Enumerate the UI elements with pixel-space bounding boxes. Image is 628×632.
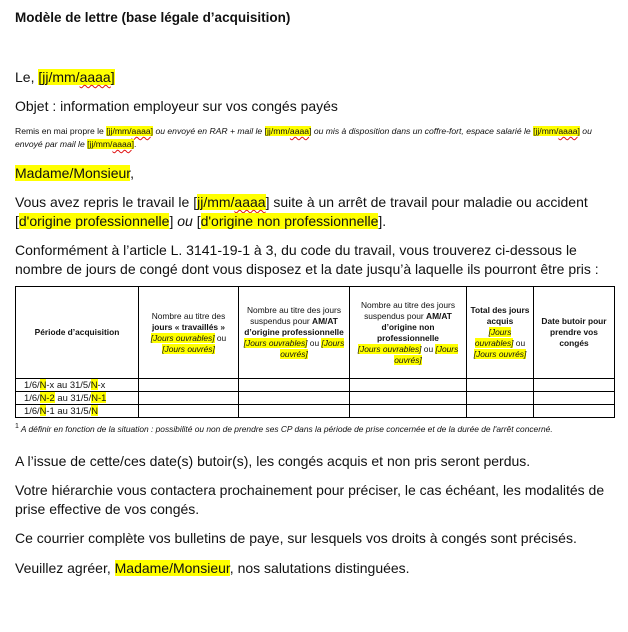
empty-cell (350, 379, 467, 392)
delivery-text: ou mis à disposition dans un coffre-fort, espace salarié le (311, 126, 534, 136)
date-year: aaaa (558, 126, 578, 136)
period-cell (16, 405, 139, 418)
header-bold: Total des jours acquis (470, 305, 530, 326)
subject-line: Objet : information employeur sur vos congés payés (15, 98, 338, 114)
bracket-close: ] (577, 126, 580, 136)
header-text: Date butoir pour prendre vos congés (541, 316, 607, 348)
year-marker: N (91, 405, 99, 416)
header-unit-2: [Jours ouvrés] (162, 343, 215, 354)
delivery-text: ou envoyé par mail le (15, 126, 592, 149)
year-marker: N-2 (39, 392, 55, 403)
empty-cell (139, 405, 239, 418)
paragraph-legal-basis: Conformément à l’article L. 3141-19-1 à 3, du code du travail, vous trouverez ci-dessous le nombre de jours de congé dont vous disposez et la date jusqu’à laquelle ils pourront être pris : (15, 242, 599, 277)
bracket-open: [ (38, 69, 43, 85)
empty-cell (139, 379, 239, 392)
header-bold: AM/AT d’origine professionnelle (244, 316, 344, 337)
option-non-professional: d'origine non professionnelle (200, 213, 379, 229)
header-unit-2: [Jours ouvrés] (473, 349, 527, 359)
closing-salutation: Madame/Monsieur (114, 559, 230, 576)
header-non-professional-days (350, 287, 467, 379)
empty-cell (467, 392, 534, 405)
delivery-text: Remis en mai propre le (15, 126, 107, 136)
date-part: [jj/mm/ (87, 139, 113, 149)
date-year: aaaa (131, 126, 151, 136)
date-part: [jj/mm/ (106, 126, 132, 136)
header-or: ou (214, 332, 227, 343)
table-row (16, 379, 615, 392)
header-unit-1: [Jours ouvrables] (150, 332, 215, 343)
bracket-close: ] (309, 126, 312, 136)
empty-cell (534, 392, 615, 405)
header-or: ou (421, 343, 436, 354)
header-or: ou (513, 338, 526, 348)
header-bold: AM/AT d’origine non professionnelle (377, 310, 452, 343)
date-placeholder (38, 69, 114, 85)
option-professional: d'origine professionnelle (18, 213, 170, 229)
date-part: [jj/mm/ (533, 126, 559, 136)
closing-text: , nos salutations distinguées. (229, 559, 410, 576)
paragraph-payslip: Ce courrier complète vos bulletins de paye, sur lesquels vos droits à congés sont précisés. (15, 529, 577, 546)
header-professional-days (239, 287, 350, 379)
return-date-placeholder (197, 194, 265, 210)
date-year: aaaa (79, 69, 111, 85)
empty-cell (534, 405, 615, 418)
delivery-date-4 (87, 139, 137, 149)
header-text: Période d’acquisition (34, 327, 120, 337)
para-text: ]. (378, 213, 387, 229)
footnote-mark: 1 (15, 423, 19, 430)
period-cell (16, 392, 139, 405)
table-row (16, 405, 615, 418)
header-unit-2: [Jours ouvrés] (280, 338, 345, 359)
delivery-text: . (133, 139, 137, 149)
salutation-comma: , (130, 165, 135, 181)
table-row (16, 392, 615, 405)
date-part: jj/mm/ (197, 194, 235, 210)
period-cell (16, 379, 139, 392)
date-year: aaaa (112, 139, 132, 149)
bracket-close: ] (110, 69, 115, 85)
header-unit-1: [Jours ouvrables] (357, 343, 422, 354)
footnote (15, 420, 614, 436)
year-marker: N-1 (91, 392, 107, 403)
year-marker: N (39, 405, 47, 416)
delivery-date-2 (265, 126, 312, 136)
delivery-note (15, 125, 614, 151)
para-text: ] (169, 213, 178, 229)
empty-cell (239, 392, 350, 405)
empty-cell (534, 379, 615, 392)
date-part: [jj/mm/ (264, 126, 290, 136)
empty-cell (467, 379, 534, 392)
empty-cell (239, 379, 350, 392)
bracket-close: ] (131, 139, 134, 149)
delivery-date-1 (106, 126, 153, 136)
date-year: aaaa (234, 194, 266, 210)
cell-text: -x au 31/5/ (46, 379, 91, 390)
footnote-text: A définir en fonction de la situation : possibilité ou non de prendre ses CP dans la période de prise concernée et de la durée de l'arrêt concerné. (18, 423, 553, 434)
document-title: Modèle de lettre (base légale d’acquisition) (15, 10, 291, 25)
leave-table (15, 286, 615, 418)
header-text: Nombre au titre des (151, 310, 226, 321)
delivery-date-3 (533, 126, 580, 136)
cell-text: 1/6/ (24, 405, 40, 416)
para-text: [ (192, 213, 201, 229)
header-deadline (534, 287, 615, 379)
closing-line (15, 559, 614, 578)
header-worked-days (139, 287, 239, 379)
paragraph-expiry: A l’issue de cette/ces date(s) butoir(s), les congés acquis et non pris seront perdus. (15, 452, 531, 469)
para-text: Vous avez repris le travail le [ (15, 194, 198, 210)
header-period (16, 287, 139, 379)
header-text: Nombre au titre des jours suspendus pour (360, 299, 456, 321)
para-or: ou (177, 213, 193, 229)
table-header-row (16, 287, 615, 379)
date-line (15, 68, 614, 87)
paragraph-return-to-work (15, 193, 614, 231)
empty-cell (350, 392, 467, 405)
year-marker: N (39, 379, 47, 390)
empty-cell (139, 392, 239, 405)
salutation: Madame/Monsieur (15, 165, 131, 181)
empty-cell (467, 405, 534, 418)
empty-cell (239, 405, 350, 418)
cell-text: -x (97, 379, 106, 390)
date-year: aaaa (289, 126, 310, 136)
header-unit-2: [Jours ouvrés] (394, 343, 459, 365)
date-prefix: Le, (15, 69, 39, 85)
closing-text: Veuillez agréer, (15, 559, 115, 576)
header-total-days (467, 287, 534, 379)
cell-text: -1 au 31/5/ (46, 405, 92, 416)
cell-text: au 31/5/ (54, 392, 92, 403)
header-text: Nombre au titre des jours suspendus pour (246, 305, 342, 326)
header-or: ou (307, 338, 322, 348)
header-bold: jours « travaillés » (151, 321, 226, 332)
header-unit-1: [Jours ouvrables] (474, 327, 514, 348)
paragraph-hierarchy: Votre hiérarchie vous contactera prochainement pour préciser, le cas échéant, les modalités de prise effective de vos congés. (15, 481, 605, 517)
para-text: ] suite à un arrêt de travail pour maladie ou accident [ (15, 194, 588, 229)
salutation-line (15, 164, 614, 183)
header-unit-1: [Jours ouvrables] (243, 338, 308, 348)
cell-text: 1/6/ (24, 392, 40, 403)
cell-text: 1/6/ (24, 379, 40, 390)
empty-cell (350, 405, 467, 418)
year-marker: N (90, 379, 98, 390)
date-part: jj/mm/ (42, 69, 80, 85)
delivery-text: ou envoyé en RAR + mail le (153, 126, 265, 136)
bracket-close: ] (150, 126, 154, 136)
